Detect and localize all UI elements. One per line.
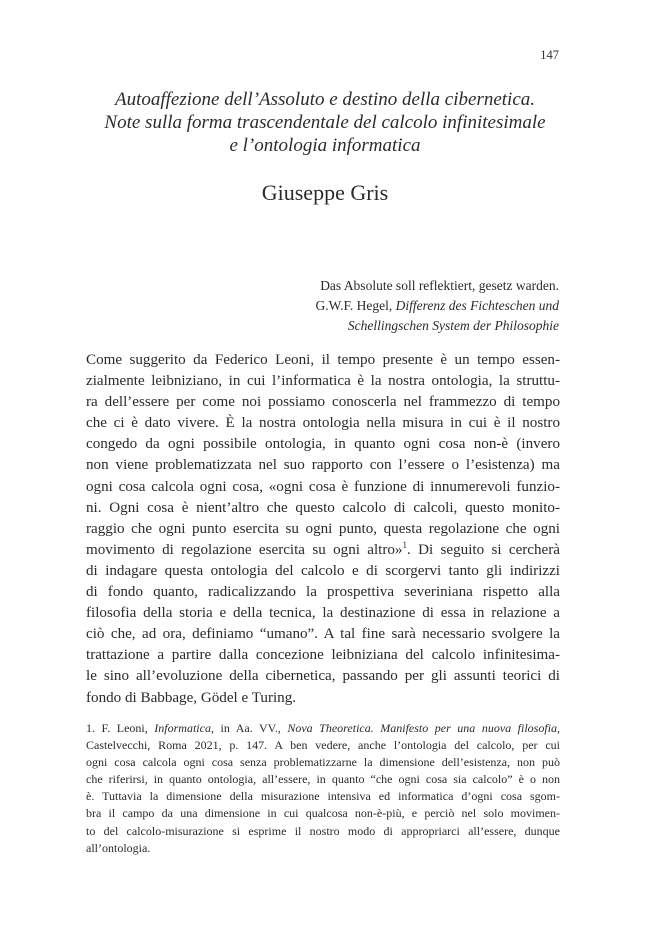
- footnote-line: Castelvecchi, Roma 2021, p. 147. A ben vedere, anche l’ontologia del calcolo, per cui: [86, 738, 560, 753]
- title-line: e l’ontologia informatica: [229, 135, 421, 156]
- body-line: le sino all’evoluzione della cibernetica, passando per gli assunti teorici di: [86, 668, 560, 685]
- body-line: ciò che, ad ora, definiamo “umano”. A tal fine sarà necessario svolgere la: [86, 626, 560, 643]
- footnote-line: bra il campo da una dimensione in cui qualcosa non-è-più, e perciò nel solo movimen-: [86, 806, 560, 821]
- footnote: [86, 720, 560, 857]
- body-line: filosofia della storia e della tecnica, la destinazione di essa in relazione a: [86, 605, 560, 622]
- footnote-marker[interactable]: 1: [402, 539, 407, 550]
- body-line: che ci è dato vivere. È la nostra ontologia nella misura in cui è il nostro: [86, 415, 560, 432]
- body-line: di indagare questa ontologia del calcolo e di scorgervi tanto gli indirizzi: [86, 562, 560, 579]
- body-line: congedo da ogni possibile ontologia, in quanto ogni cosa non-è (invero: [86, 436, 560, 453]
- footnote-number-author: 1. F. Leoni,: [86, 721, 148, 735]
- body-line: trattazione a partire dalla concezione leibniziana del calcolo infinitesima-: [86, 647, 560, 664]
- body-line-text: movimento di regolazione esercita su ogni altro»: [86, 541, 403, 558]
- footnote-line: all’ontologia.: [86, 840, 151, 855]
- body-line: [86, 540, 560, 561]
- title-line: Note sulla forma trascendentale del calcolo infinitesimale: [104, 112, 546, 133]
- footnote-work-title: Informatica: [154, 721, 211, 735]
- body-paragraph: [86, 350, 560, 709]
- body-line-text: . Di seguito si cercherà: [406, 541, 560, 558]
- body-line: Come suggerito da Federico Leoni, il tempo presente è un tempo essen-: [86, 352, 560, 368]
- footnote-text: ,: [557, 721, 561, 735]
- body-line: fondo di Babbage, Gödel e Turing.: [86, 689, 297, 706]
- body-line: ra dell’essere per come noi possiamo conoscerla nel frammezzo di tempo: [86, 394, 560, 411]
- body-line: non viene problematizzata nel suo rapporto con l’essere o l’esistenza) ma: [86, 457, 560, 474]
- footnote-line: è. Tuttavia la dimensione della misurazione intensiva ed informatica d’ogni cosa sgom-: [86, 789, 560, 804]
- epigraph-source-author: G.W.F. Hegel,: [315, 298, 393, 313]
- footnote-line: ogni cosa calcola ogni cosa senza problematizzarne la dimensione dell’esistenza, non può: [86, 755, 560, 770]
- footnote-line: che riferirsi, in quanto ontologia, all’essere, in quanto “che ogni cosa sia calcolo” è o non: [86, 772, 560, 787]
- footnote-line: [86, 720, 560, 737]
- body-line: ogni cosa calcola ogni cosa, «ogni cosa è funzione di innumerevoli funzio-: [86, 478, 560, 495]
- footnote-book-title: Nova Theoretica. Manifesto per una nuova filosofia: [287, 721, 558, 735]
- epigraph-source: [229, 296, 559, 316]
- epigraph-source-title: Differenz des Fichteschen und: [395, 298, 559, 313]
- body-line: raggio che ogni punto esercita su ogni punto, questa regolazione che ogni: [86, 520, 560, 537]
- article-title: [60, 88, 590, 157]
- title-line: Autoaffezione dell’Assoluto e destino della cibernetica.: [114, 89, 536, 110]
- body-line: di fondo quanto, radicalizzando la prospettiva severiniana rispetto alla: [86, 584, 560, 601]
- author-name: Giuseppe Gris: [261, 180, 389, 205]
- footnote-line: to del calcolo-misurazione si esprime il nostro modo di appropriarci all’essere, dunque: [86, 823, 560, 838]
- epigraph-source-title-cont: Schellingschen System der Philosophie: [347, 318, 559, 333]
- page-number: 147: [540, 48, 559, 62]
- body-line: zialmente leibniziano, in cui l’informatica è la nostra ontologia, la struttu-: [86, 373, 560, 390]
- epigraph-quote: Das Absolute soll reflektiert, gesetz warden.: [320, 278, 559, 293]
- epigraph: [229, 276, 559, 336]
- footnote-text: , in Aa. VV.,: [210, 721, 281, 735]
- body-line: ni. Ogni cosa è nient’altro che questo calcolo di calcoli, questo monito-: [86, 499, 560, 516]
